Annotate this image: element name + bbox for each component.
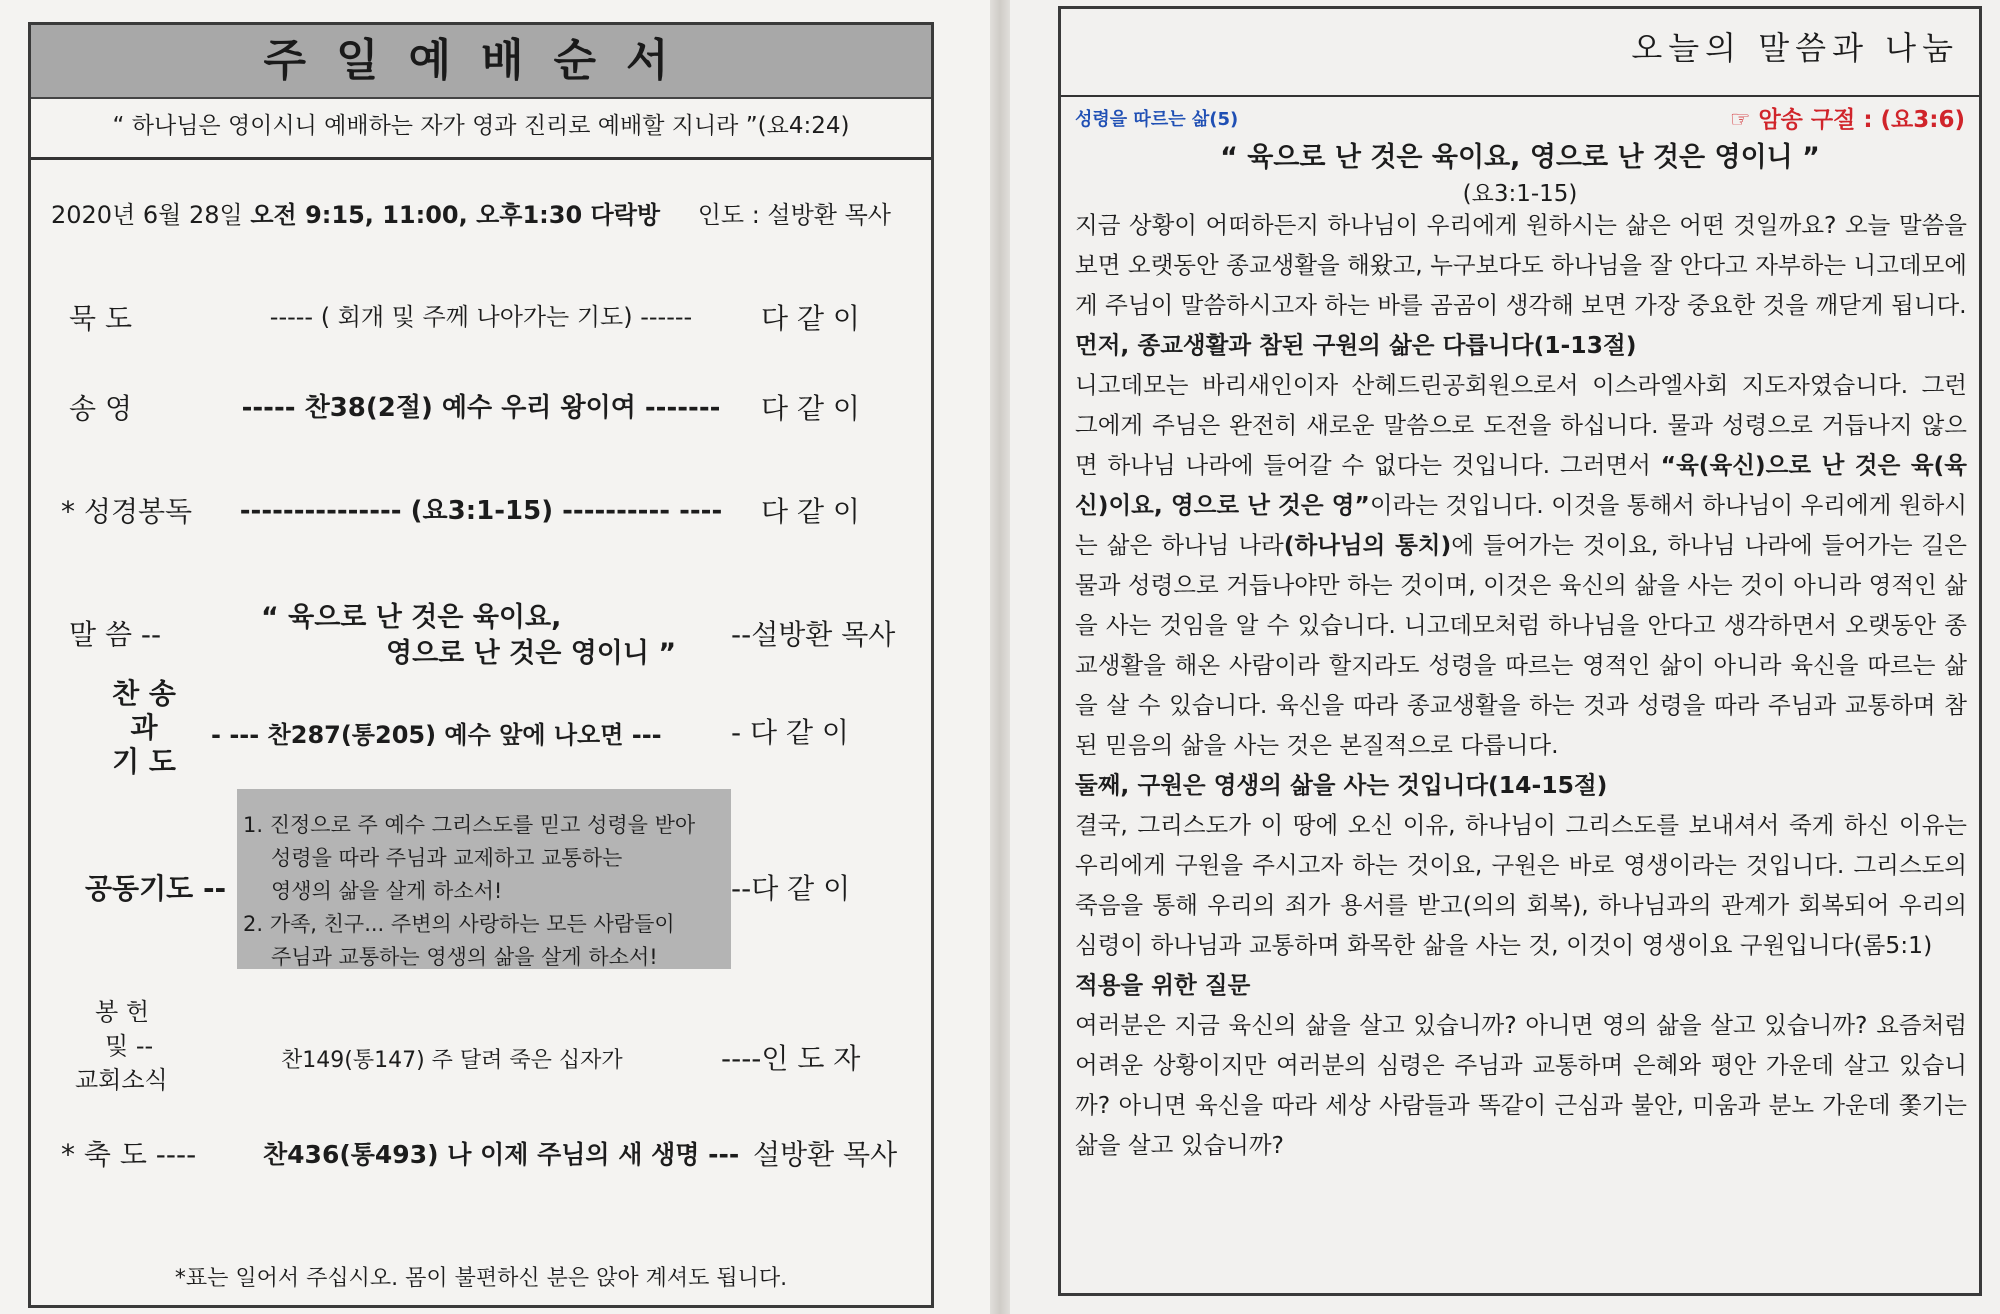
text-run: 니고데모는 바리새인이자 산헤드린공회원으로서 이스라엘사회 지도자였습니다. 그런 그에게 주님은 완전히 새로운 말씀으로 도전을 하십니다. 물과 성령으로 거듭나지 않으면 하나님 나라에 들어갈 수 없다는 것입니다. 그러면서: [1075, 371, 1967, 479]
sermon-reference: (요3:1-15): [1462, 181, 1578, 207]
sermon-paragraph: [1075, 365, 1967, 765]
sermon-heading: 적용을 위한 질문: [1075, 971, 1251, 999]
prayer-line: 영생의 삶을 살게 하소서!: [271, 879, 503, 903]
divider: [31, 157, 931, 160]
sermon-heading: 먼저, 종교생활과 참된 구원의 삶은 다릅니다(1-13절): [1075, 331, 1637, 359]
item-label: [89, 677, 199, 779]
service-item-hymn-and-prayer: [31, 677, 931, 787]
item-label: 송 영: [69, 392, 132, 425]
book-gutter: [990, 0, 1010, 1314]
item-performer: --다 같 이: [731, 872, 851, 905]
order-of-service-panel: [28, 22, 934, 1308]
sermon-title-line1: “ 육으로 난 것은 육이요,: [261, 602, 562, 633]
item-label-line: 기 도: [112, 745, 176, 778]
common-prayer-box: [237, 789, 731, 969]
bold-run: (하나님의 통치): [1283, 531, 1452, 559]
item-content: --------------- (요3:1-15) ---------- ----: [239, 496, 723, 526]
service-leader: 인도 : 설방환 목사: [697, 201, 891, 229]
sermon-body: [1075, 205, 1967, 1165]
service-date-line: [51, 195, 891, 230]
prayer-line: 성령을 따라 주님과 교제하고 교통하는: [271, 846, 623, 870]
sermon-intro: 지금 상황이 어떠하든지 하나님이 우리에게 원하시는 삶은 어떤 것일까요? 오늘 말씀을 보면 오랫동안 종교생활을 해왔고, 누구보다도 하나님을 잘 안다고 자부하는 니고데모에게 주님이 말씀하시고자 하는 바를 곰곰이 생각해 보면 가장 중요한 것을 깨닫게 됩니다.: [1075, 211, 1967, 319]
item-content: ----- ( 회개 및 주께 나아가는 기도) ------: [269, 303, 693, 331]
item-performer: 설방환 목사: [753, 1138, 898, 1171]
item-performer: 다 같 이: [761, 495, 860, 528]
item-content: ----- 찬38(2절) 예수 우리 왕이여 -------: [241, 393, 721, 423]
item-content: 찬149(통147) 주 달려 죽은 십자가: [281, 1048, 623, 1073]
quote-run: “육(육신)으로 난 것은 육(육신)이요, 영으로 난 것은 영”: [1075, 451, 1967, 519]
item-label: 말 씀 --: [69, 618, 162, 651]
right-page: [1010, 0, 2000, 1314]
prayer-line: 1. 진정으로 주 예수 그리스도를 믿고 성령을 받아: [243, 813, 696, 837]
text-run: 에 들어가는 것이요, 하나님 나라에 들어가는 길은 물과 성령으로 거듭나야만 하는 것이며, 이것은 육신의 삶을 사는 것이 아니라 영적인 삶을 사는 것임을 알 수 있습니다. 니고데모처럼 하나님을 안다고 생각하면서 오랫동안 종교생활을 해온 사람이라 할지라도 성령을 따르는 영적인 삶이 아니라 육신을 따르는 삶을 살 수 있습니다. 육신을 따라 종교생활을 하는 것과 성령을 따라 주님과 교통하며 참된 믿음의 삶을 사는 것은 본질적으로 다릅니다.: [1075, 531, 1967, 759]
sermon-heading: 둘째, 구원은 영생의 삶을 사는 것입니다(14-15절): [1075, 771, 1608, 799]
item-label: 묵 도: [69, 302, 132, 335]
item-label: [75, 995, 168, 1097]
sermon-series: 성령을 따르는 삶(5): [1075, 109, 1239, 130]
item-label-line: 및 --: [105, 1032, 154, 1060]
text-run: 이라는 것입니다. 이것을 통해서 하나님이 우리에게 원하시는 삶은 하나님 나라: [1075, 491, 1967, 559]
divider: [1061, 95, 1979, 97]
sermon-panel: [1058, 6, 1982, 1296]
item-label-line: 교회소식: [75, 1066, 168, 1094]
theme-verse: “ 하나님은 영이시니 예배하는 자가 영과 진리로 예배할 지니라 ”(요4:24): [112, 113, 850, 139]
item-label-line: 봉 헌: [95, 998, 149, 1026]
prayer-line: 2. 가족, 친구... 주변의 사랑하는 모든 사람들이: [243, 912, 675, 936]
service-item-offering-and-news: [31, 995, 931, 1105]
item-content: - --- 찬287(통205) 예수 앞에 나오면 ---: [211, 721, 662, 749]
item-content: 찬436(통493) 나 이제 주님의 새 생명 ---: [263, 1140, 740, 1169]
item-label-line: 찬 송: [112, 677, 176, 710]
item-performer: 다 같 이: [761, 302, 860, 335]
order-title: 주일예배순서: [31, 25, 931, 99]
sermon-paragraph: 여러분은 지금 육신의 삶을 살고 있습니까? 아니면 영의 삶을 살고 있습니까? 요즘처럼 어려운 상황이지만 여러분의 심령은 주님과 교통하며 은혜와 평안 가운데 살고 있습니까? 아니면 육신을 따라 세상 사람들과 똑같이 근심과 불안, 미움과 분노 가운데 쫓기는 삶을 살고 있습니까?: [1075, 1011, 1967, 1159]
item-performer: ----인 도 자: [721, 1042, 861, 1075]
service-item-sermon: [31, 595, 931, 675]
left-page: [0, 0, 990, 1314]
item-label: * 축 도 ----: [61, 1138, 197, 1171]
prayer-line: 주님과 교통하는 영생의 삶을 살게 하소서!: [271, 945, 658, 969]
service-times: 오전 9:15, 11:00, 오후1:30 다락방: [250, 201, 661, 229]
sermon-page-title: 오늘의 말씀과 나눔: [1631, 29, 1959, 67]
item-performer: 다 같 이: [761, 392, 860, 425]
item-label: * 성경봉독: [61, 495, 193, 528]
sermon-title: “ 육으로 난 것은 육이요, 영으로 난 것은 영이니 ”: [1220, 142, 1820, 173]
service-date: 2020년 6월 28일: [51, 201, 243, 229]
footnote: *표는 일어서 주십시오. 몸이 불편하신 분은 앉아 계셔도 됩니다.: [174, 1266, 788, 1291]
item-performer: - 다 같 이: [731, 716, 849, 749]
item-label-line: 과: [130, 711, 158, 744]
item-performer: --설방환 목사: [731, 618, 896, 651]
memory-verse-label: ☞ 암송 구절 : (요3:6): [1729, 107, 1965, 133]
sermon-paragraph: 결국, 그리스도가 이 땅에 오신 이유, 하나님이 그리스도를 보내셔서 죽게 하신 이유는 우리에게 구원을 주시고자 하는 것이요, 구원은 바로 영생이라는 것입니다. 그리스도의 죽음을 통해 우리의 죄가 용서를 받고(의의 회복), 하나님과의 관계가 회복되어 우리의 심령이 하나님과 교통하며 화목한 삶을 사는 것, 이것이 영생이요 구원입니다(롬5:1): [1075, 811, 1967, 959]
sermon-title-line2: 영으로 난 것은 영이니 ”: [386, 638, 677, 669]
item-label: 공동기도 --: [85, 872, 227, 905]
